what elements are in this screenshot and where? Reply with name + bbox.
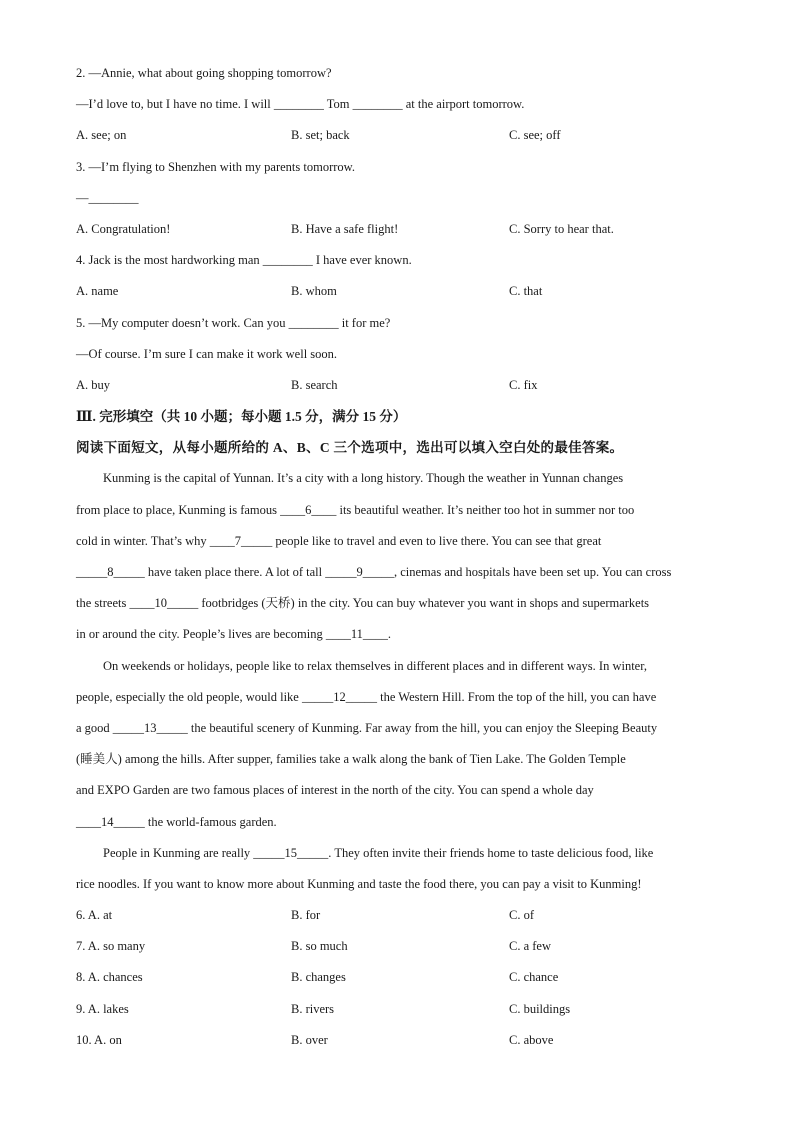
q4-option-a: A. name <box>76 284 119 299</box>
choice-option-a: 7. A. so many <box>76 939 146 954</box>
choice-option-c: C. above <box>509 1032 554 1047</box>
passage-line: in or around the city. People’s lives are becoming ____11____. <box>76 627 391 642</box>
passage-line: Kunming is the capital of Yunnan. It’s a city with a long history. Though the weather in Yunnan changes <box>103 471 624 486</box>
q5-options <box>76 370 720 401</box>
section-title: Ⅲ. 完形填空（共 10 小题；每小题 1.5 分，满分 15 分） <box>76 409 407 425</box>
passage-line: (睡美人) among the hills. After supper, families take a walk along the bank of Tien Lake. The Golden Temple <box>76 752 626 767</box>
choice-row-8 <box>76 962 720 993</box>
passage-line: People in Kunming are really _____15_____. They often invite their friends home to taste delicious food, like <box>103 845 654 860</box>
passage-line: the streets ____10_____ footbridges (天桥) in the city. You can buy whatever you want in shops and supermarkets <box>76 596 650 611</box>
choice-option-c: C. chance <box>509 970 559 985</box>
q2-reply: —I’d love to, but I have no time. I will ________ Tom ________ at the airport tomorrow. <box>76 97 525 112</box>
choice-option-b: B. changes <box>291 970 346 985</box>
choice-option-a: 6. A. at <box>76 908 113 923</box>
choice-row-9 <box>76 994 720 1025</box>
q5-option-c: C. fix <box>509 377 538 392</box>
q3-option-b: B. Have a safe flight! <box>291 221 399 236</box>
choice-option-c: C. of <box>509 908 534 923</box>
q5-reply: —Of course. I’m sure I can make it work well soon. <box>76 346 338 361</box>
passage-line: a good _____13_____ the beautiful scenery of Kunming. Far away from the hill, you can enjoy the Sleeping Beauty <box>76 720 658 735</box>
choice-row-6 <box>76 900 720 931</box>
choice-row-7 <box>76 931 720 962</box>
q2-option-a: A. see; on <box>76 128 127 143</box>
choice-option-a: 10. A. on <box>76 1032 122 1047</box>
passage-line: and EXPO Garden are two famous places of interest in the north of the city. You can spend a whole day <box>76 783 594 798</box>
passage-line: cold in winter. That’s why ____7_____ people like to travel and even to live there. You can see that great <box>76 533 602 548</box>
passage-line: _____8_____ have taken place there. A lot of tall _____9_____, cinemas and hospitals have been set up. You can cross <box>76 565 672 579</box>
choice-option-b: B. so much <box>291 939 348 954</box>
choice-option-a: 9. A. lakes <box>76 1001 129 1016</box>
q3-reply: —________ <box>76 190 139 205</box>
exam-page <box>76 58 720 1056</box>
passage-line: ____14_____ the world-famous garden. <box>76 814 277 829</box>
q4-options <box>76 276 720 307</box>
q3-option-a: A. Congratulation! <box>76 221 171 236</box>
passage-line: people, especially the old people, would like _____12_____ the Western Hill. From the top of the hill, you can have <box>76 689 657 704</box>
choice-option-b: B. rivers <box>291 1001 335 1016</box>
passage-line: On weekends or holidays, people like to relax themselves in different places and in different ways. In winter, <box>103 658 648 673</box>
passage-line: rice noodles. If you want to know more about Kunming and taste the food there, you can pay a visit to Kunming! <box>76 876 642 891</box>
choice-row-10 <box>76 1025 720 1056</box>
choice-option-c: C. buildings <box>509 1001 571 1016</box>
q4-prompt: 4. Jack is the most hardworking man ________ I have ever known. <box>76 253 412 268</box>
q2-option-c: C. see; off <box>509 128 561 143</box>
q3-option-c: C. Sorry to hear that. <box>509 221 614 236</box>
q5-prompt: 5. —My computer doesn’t work. Can you ________ it for me? <box>76 315 391 330</box>
choice-option-a: 8. A. chances <box>76 970 143 985</box>
q2-options <box>76 120 720 151</box>
q2-option-b: B. set; back <box>291 128 350 143</box>
q4-option-c: C. that <box>509 284 543 299</box>
q3-options <box>76 214 720 245</box>
q4-option-b: B. whom <box>291 284 337 299</box>
choice-option-c: C. a few <box>509 939 551 954</box>
choice-option-b: B. over <box>291 1032 328 1047</box>
q5-option-b: B. search <box>291 377 338 392</box>
choice-option-b: B. for <box>291 908 321 923</box>
q2-prompt: 2. —Annie, what about going shopping tomorrow? <box>76 66 332 80</box>
q3-prompt: 3. —I’m flying to Shenzhen with my parents tomorrow. <box>76 159 356 174</box>
section-instruction: 阅读下面短文，从每小题所给的 A、B、C 三个选项中，选出可以填入空白处的最佳答案。 <box>76 440 624 456</box>
q5-option-a: A. buy <box>76 377 111 392</box>
passage-line: from place to place, Kunming is famous ____6____ its beautiful weather. It’s neither too hot in summer nor too <box>76 502 635 517</box>
